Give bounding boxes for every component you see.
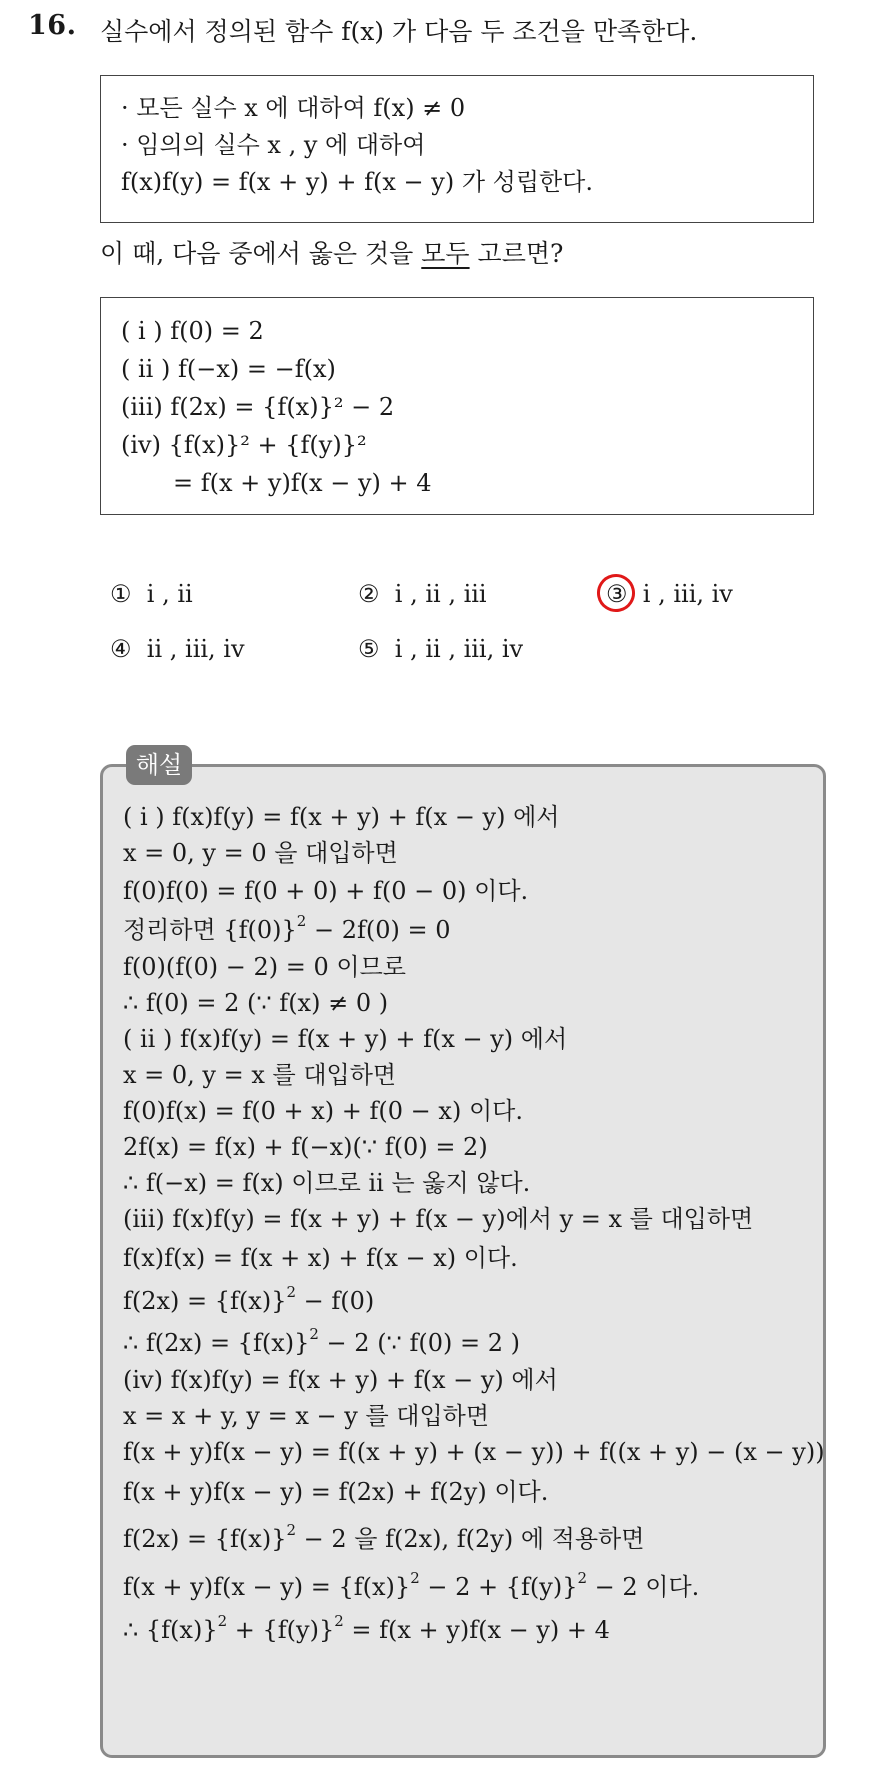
question-number: 16. [28, 10, 77, 41]
solution-text: f(x + y)f(x − y) = f(2x) + f(2y) 이다. [123, 1478, 549, 1506]
question-text: 실수에서 정의된 함수 f(x) 가 다음 두 조건을 만족한다. [100, 17, 698, 46]
solution-text: f(x + y)f(x − y) = f((x + y) + (x − y)) + f((x + y) − (x − y)) [123, 1438, 825, 1466]
statements-box [100, 297, 814, 515]
choice-number: ② [358, 580, 380, 608]
statement-ii: ( ii ) f(−x) = −f(x) [121, 355, 336, 383]
solution-text: 정리하면 {f(0)} [123, 916, 297, 944]
solution-text: − 2 이다. [587, 1573, 700, 1601]
solution-line [123, 1514, 823, 1564]
solution-text: (iii) f(x)f(y) = f(x + y) + f(x − y)에서 y = x 를 대입하면 [123, 1205, 754, 1233]
statement-iv: (iv) {f(x)}² + {f(y)}² [121, 431, 367, 459]
solution-line [123, 1093, 823, 1129]
solution-text: x = 0, y = 0 을 대입하면 [123, 839, 398, 867]
solution-text: 2f(x) = f(x) + f(−x)(∵ f(0) = 2) [123, 1133, 488, 1161]
solution-text: f(x)f(x) = f(x + x) + f(x − x) 이다. [123, 1244, 518, 1272]
solution-text: − 2 + {f(y)} [419, 1573, 578, 1601]
solution-line [123, 1021, 823, 1057]
solution-line [123, 835, 823, 871]
solution-line [123, 871, 823, 911]
solution-line [123, 1279, 823, 1324]
instruction-before: 이 때, 다음 중에서 옳은 것을 [100, 239, 422, 268]
solution-line [123, 985, 823, 1021]
choice-1[interactable] [110, 580, 193, 608]
solution-exponent: 2 [577, 1569, 588, 1587]
solution-text: ∴ f(2x) = {f(x)} [123, 1329, 310, 1357]
choice-text: i , ii , iii, iv [394, 635, 524, 663]
solution-exponent: 2 [286, 1283, 297, 1301]
solution-exponent: 2 [296, 912, 307, 930]
condition-line: · 임의의 실수 x , y 에 대하여 [121, 131, 426, 159]
solution-text: − 2 을 f(2x), f(2y) 에 적용하면 [296, 1525, 645, 1553]
solution-text: ∴ {f(x)} [123, 1616, 218, 1644]
solution-line [123, 1324, 823, 1362]
solution-text: x = 0, y = x 를 대입하면 [123, 1061, 397, 1089]
solution-line [123, 1434, 823, 1470]
choice-number: ③ [606, 580, 628, 608]
solution-line [123, 1610, 823, 1650]
solution-exponent: 2 [410, 1569, 420, 1587]
solution-text: f(0)(f(0) − 2) = 0 이므로 [123, 953, 406, 981]
solution-line [123, 1564, 823, 1610]
solution-line [123, 1237, 823, 1279]
instruction-text [100, 234, 563, 270]
solution-text: − f(0) [296, 1287, 375, 1315]
solution-text: (iv) f(x)f(y) = f(x + y) + f(x − y) 에서 [123, 1366, 558, 1394]
choice-number: ⑤ [358, 635, 380, 663]
solution-text: f(2x) = {f(x)} [123, 1525, 287, 1553]
choice-3[interactable] [606, 580, 733, 608]
red-circle-mark-icon [593, 570, 638, 615]
choice-number: ① [110, 580, 132, 608]
solution-line [123, 1470, 823, 1514]
choice-text: i , ii , iii [394, 580, 487, 608]
choice-number: ④ [110, 635, 132, 663]
choice-4[interactable] [110, 635, 245, 663]
solution-exponent: 2 [217, 1612, 228, 1630]
solution-text: − 2f(0) = 0 [306, 916, 451, 944]
solution-text: − 2 (∵ f(0) = 2 ) [318, 1329, 520, 1357]
conditions-box [100, 75, 814, 223]
choice-text: ii , iii, iv [146, 635, 245, 663]
solution-text: ∴ f(0) = 2 (∵ f(x) ≠ 0 ) [123, 989, 389, 1017]
solution-text: ( ii ) f(x)f(y) = f(x + y) + f(x − y) 에서 [123, 1025, 568, 1053]
solution-tag: 해설 [126, 745, 192, 785]
instruction-after: 고르면? [469, 239, 564, 268]
solution-exponent: 2 [286, 1521, 297, 1539]
condition-line: f(x)f(y) = f(x + y) + f(x − y) 가 성립한다. [121, 168, 593, 196]
solution-exponent: 2 [309, 1325, 319, 1343]
solution-text: x = x + y, y = x − y 를 대입하면 [123, 1402, 489, 1430]
solution-text: ∴ f(−x) = f(x) 이므로 ii 는 옳지 않다. [123, 1169, 531, 1197]
solution-text: = f(x + y)f(x − y) + 4 [343, 1616, 610, 1644]
solution-line [123, 949, 823, 985]
choice-2[interactable] [358, 580, 487, 608]
solution-lines [123, 799, 823, 1650]
statement-i: ( i ) f(0) = 2 [121, 317, 264, 345]
solution-text: f(0)f(0) = f(0 + 0) + f(0 − 0) 이다. [123, 877, 529, 905]
solution-line [123, 911, 823, 949]
solution-line [123, 1362, 823, 1398]
choice-number-marked [606, 580, 628, 608]
solution-box [100, 764, 826, 1758]
choice-text: i , iii, iv [642, 580, 733, 608]
solution-text: f(2x) = {f(x)} [123, 1287, 287, 1315]
solution-line [123, 799, 823, 835]
solution-line [123, 1398, 823, 1434]
solution-line [123, 1057, 823, 1093]
solution-text: f(0)f(x) = f(0 + x) + f(0 − x) 이다. [123, 1097, 523, 1125]
solution-text: f(x + y)f(x − y) = {f(x)} [123, 1573, 411, 1601]
solution-text: ( i ) f(x)f(y) = f(x + y) + f(x − y) 에서 [123, 803, 560, 831]
choice-5[interactable] [358, 635, 523, 663]
solution-line [123, 1129, 823, 1165]
choice-text: i , ii [146, 580, 193, 608]
condition-line: · 모든 실수 x 에 대하여 f(x) ≠ 0 [121, 94, 466, 122]
solution-exponent: 2 [334, 1612, 344, 1630]
solution-text: + {f(y)} [227, 1616, 335, 1644]
statement-iii: (iii) f(2x) = {f(x)}² − 2 [121, 393, 395, 421]
statement-iv-continued: = f(x + y)f(x − y) + 4 [173, 469, 432, 497]
solution-line [123, 1165, 823, 1201]
solution-line [123, 1201, 823, 1237]
instruction-underlined: 모두 [421, 239, 470, 268]
